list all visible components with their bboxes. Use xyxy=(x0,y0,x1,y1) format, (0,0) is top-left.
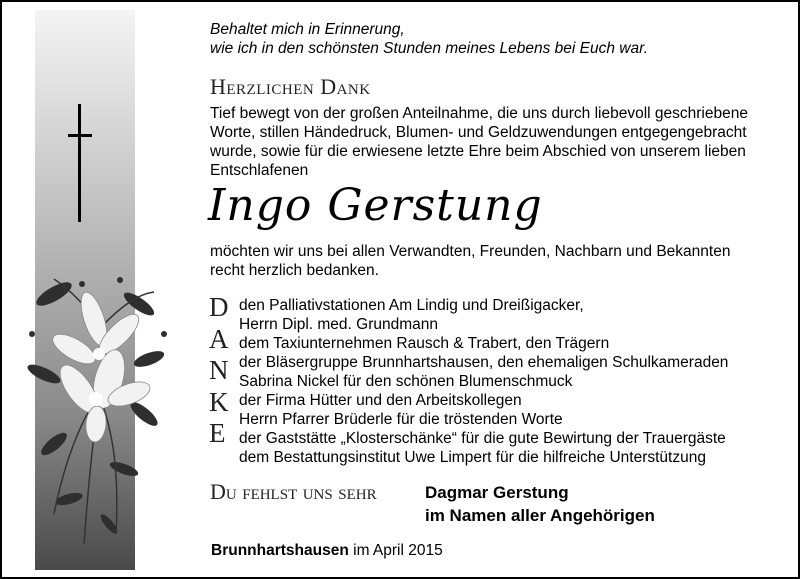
intro-line: wurde, sowie für die erwiesene letzte Ehre beim Abschied von unserem lieben xyxy=(210,143,746,160)
deceased-name: Ingo Gerstung xyxy=(208,180,543,231)
danke-line: dem Taxiunternehmen Rausch & Trabert, den Trägern xyxy=(239,335,610,352)
closing-phrase: Du fehlst uns sehr xyxy=(210,479,377,504)
motto-line: wie ich in den schönsten Stunden meines Lebens bei Euch war. xyxy=(210,40,649,57)
cross-icon xyxy=(60,104,100,224)
intro-line: Tief bewegt von der großen Anteilnahme, die uns durch liebevoll geschriebene xyxy=(210,105,748,122)
signer-name: Dagmar Gerstung xyxy=(425,483,569,502)
danke-letter: N xyxy=(209,355,229,386)
danke-line: der Gaststätte „Klosterschänke“ für die gute Bewirtung der Trauergäste xyxy=(239,430,726,447)
danke-list xyxy=(239,296,728,467)
thanks-line: möchten wir uns bei allen Verwandten, Freunden, Nachbarn und Bekannten xyxy=(210,243,731,260)
danke-line: Herrn Pfarrer Brüderle für die tröstenden Worte xyxy=(239,411,563,428)
signer-subline: im Namen aller Angehörigen xyxy=(425,506,655,525)
place-town: Brunnhartshausen xyxy=(211,542,349,559)
motto xyxy=(210,20,648,58)
intro-line: Worte, stillen Händedruck, Blumen- und Geldzuwendungen entgegengebracht xyxy=(210,124,747,141)
heading-thanks: Herzlichen Dank xyxy=(210,74,371,99)
lily-flower-icon xyxy=(24,264,174,554)
signer-block xyxy=(425,481,655,527)
thanks-line: recht herzlich bedanken. xyxy=(210,262,379,279)
thanks-paragraph xyxy=(210,242,730,280)
danke-line: den Palliativstationen Am Lindig und Dreißigacker, xyxy=(239,297,584,314)
danke-line: der Bläsergruppe Brunnhartshausen, den ehemaligen Schulkameraden xyxy=(239,354,729,371)
danke-line: der Firma Hütter und den Arbeitskollegen xyxy=(239,392,522,409)
place-date xyxy=(211,542,443,560)
danke-line: Sabrina Nickel für den schönen Blumenschmuck xyxy=(239,373,573,390)
motto-line: Behaltet mich in Erinnerung, xyxy=(210,21,405,38)
danke-line: Herrn Dipl. med. Grundmann xyxy=(239,316,438,333)
danke-line: dem Bestattungsinstitut Uwe Limpert für die hilfreiche Unterstützung xyxy=(239,449,706,466)
danke-letter: K xyxy=(209,386,229,417)
intro-paragraph xyxy=(210,104,748,180)
danke-acrostic xyxy=(209,292,239,450)
intro-line: Entschlafenen xyxy=(210,162,309,179)
danke-letter: E xyxy=(209,418,226,449)
danke-letter: A xyxy=(209,323,229,354)
place-date-text: im April 2015 xyxy=(353,542,443,559)
danke-letter: D xyxy=(209,292,229,322)
